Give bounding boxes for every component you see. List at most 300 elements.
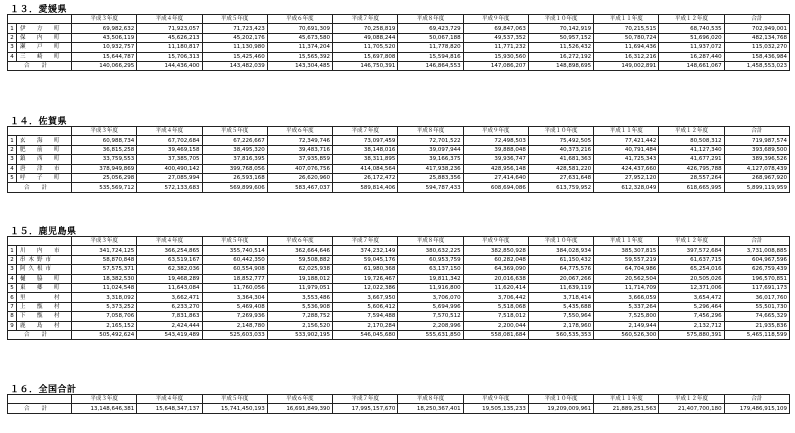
- value-cell: 4,127,078,439: [724, 164, 789, 173]
- value-cell: 3,706,070: [398, 293, 463, 302]
- column-header: 平成７年度: [333, 15, 398, 24]
- value-cell: 7,288,752: [267, 312, 332, 321]
- header-row: [8, 15, 790, 24]
- row-index: 5: [8, 283, 17, 292]
- total-value-cell: 144,436,400: [137, 61, 202, 70]
- total-value-cell: 612,328,049: [594, 183, 659, 192]
- value-cell: 19,811,342: [398, 274, 463, 283]
- value-cell: 11,180,817: [137, 43, 202, 52]
- value-cell: 5,337,264: [594, 302, 659, 311]
- column-header: 平成１２年度: [659, 127, 724, 136]
- value-cell: 61,980,368: [333, 265, 398, 274]
- total-value-cell: 560,526,300: [594, 330, 659, 339]
- value-cell: 57,575,371: [72, 265, 137, 274]
- table-row: [8, 255, 790, 264]
- value-cell: 16,312,216: [594, 52, 659, 61]
- value-cell: 27,085,994: [137, 173, 202, 182]
- value-cell: 428,956,148: [463, 164, 528, 173]
- column-header: 平成６年度: [267, 237, 332, 246]
- value-cell: 378,949,869: [72, 164, 137, 173]
- row-index: 5: [8, 173, 17, 182]
- section-title-ehime: １３．愛媛県: [10, 5, 68, 15]
- total-value-cell: 146,750,391: [333, 61, 398, 70]
- value-cell: 40,791,484: [594, 145, 659, 154]
- value-cell: 414,084,564: [333, 164, 398, 173]
- value-cell: 61,150,432: [528, 255, 593, 264]
- value-cell: 382,850,928: [463, 246, 528, 255]
- column-header: 平成８年度: [398, 15, 463, 24]
- value-cell: 604,967,596: [724, 255, 789, 264]
- total-value-cell: 143,482,039: [202, 61, 267, 70]
- total-value-cell: 535,569,712: [72, 183, 137, 192]
- value-cell: 374,232,149: [333, 246, 398, 255]
- column-header: 平成５年度: [202, 15, 267, 24]
- column-header: 平成１１年度: [594, 127, 659, 136]
- total-value-cell: 147,086,207: [463, 61, 528, 70]
- value-cell: 43,506,119: [72, 33, 137, 42]
- value-cell: 3,318,092: [72, 293, 137, 302]
- column-header: 平成９年度: [463, 15, 528, 24]
- value-cell: 27,631,648: [528, 173, 593, 182]
- value-cell: 428,581,220: [528, 164, 593, 173]
- municipality-name: 樋 脇 町: [17, 274, 72, 283]
- value-cell: 117,691,173: [724, 283, 789, 292]
- value-cell: 268,967,920: [724, 173, 789, 182]
- value-cell: 45,626,213: [137, 33, 202, 42]
- value-cell: 400,490,142: [137, 164, 202, 173]
- column-header: 平成３年度: [72, 395, 137, 404]
- value-cell: 11,620,414: [463, 283, 528, 292]
- value-cell: 7,550,964: [528, 312, 593, 321]
- value-cell: 63,137,150: [398, 265, 463, 274]
- total-value-cell: 18,250,367,401: [398, 404, 463, 413]
- value-cell: 36,815,258: [72, 145, 137, 154]
- municipality-name: 伊 方 町: [17, 24, 72, 33]
- total-value-cell: 533,902,195: [267, 330, 332, 339]
- value-cell: 25,883,356: [398, 173, 463, 182]
- value-cell: 25,056,298: [72, 173, 137, 182]
- value-cell: 69,423,729: [398, 24, 463, 33]
- value-cell: 19,188,012: [267, 274, 332, 283]
- table-row: [8, 33, 790, 42]
- municipality-name: 三 崎 町: [17, 52, 72, 61]
- value-cell: 16,272,192: [528, 52, 593, 61]
- column-header: 平成４年度: [137, 237, 202, 246]
- value-cell: 70,258,819: [333, 24, 398, 33]
- value-cell: 60,442,350: [202, 255, 267, 264]
- total-value-cell: 179,486,915,109: [724, 404, 789, 413]
- total-value-cell: 608,694,086: [463, 183, 528, 192]
- value-cell: 60,988,734: [72, 136, 137, 145]
- value-cell: 2,424,444: [137, 321, 202, 330]
- table-row: [8, 265, 790, 274]
- total-value-cell: 575,880,391: [659, 330, 724, 339]
- column-header: 平成１１年度: [594, 237, 659, 246]
- municipality-name: 肥 前 町: [17, 145, 72, 154]
- value-cell: 380,632,225: [398, 246, 463, 255]
- value-cell: 15,706,313: [137, 52, 202, 61]
- total-value-cell: 15,648,347,137: [137, 404, 202, 413]
- column-header: 平成１２年度: [659, 237, 724, 246]
- value-cell: 28,557,264: [659, 173, 724, 182]
- value-cell: 49,537,352: [463, 33, 528, 42]
- municipality-name: 東 郷 町: [17, 283, 72, 292]
- column-header: 合計: [724, 127, 789, 136]
- table-row: [8, 321, 790, 330]
- value-cell: 11,705,520: [333, 43, 398, 52]
- value-cell: 2,156,520: [267, 321, 332, 330]
- column-header: 平成８年度: [398, 237, 463, 246]
- value-cell: 38,495,320: [202, 145, 267, 154]
- column-header: 平成７年度: [333, 237, 398, 246]
- value-cell: 626,759,439: [724, 265, 789, 274]
- value-cell: 40,373,216: [528, 145, 593, 154]
- column-header: 合計: [724, 237, 789, 246]
- value-cell: 26,620,960: [267, 173, 332, 182]
- value-cell: 407,076,756: [267, 164, 332, 173]
- table-national-total: [7, 394, 790, 414]
- column-header: 平成１０年度: [528, 237, 593, 246]
- municipality-name: 上 甑 村: [17, 302, 72, 311]
- value-cell: 5,435,688: [528, 302, 593, 311]
- table-row: [8, 274, 790, 283]
- value-cell: 196,570,851: [724, 274, 789, 283]
- value-cell: 60,554,908: [202, 265, 267, 274]
- value-cell: 397,572,684: [659, 246, 724, 255]
- value-cell: 366,254,865: [137, 246, 202, 255]
- row-index: 1: [8, 136, 17, 145]
- value-cell: 3,654,472: [659, 293, 724, 302]
- value-cell: 6,233,270: [137, 302, 202, 311]
- column-header: 平成１０年度: [528, 395, 593, 404]
- municipality-name: 唐 津 市: [17, 164, 72, 173]
- value-cell: 26,593,168: [202, 173, 267, 182]
- column-header: 合計: [724, 395, 789, 404]
- column-header: 平成７年度: [333, 395, 398, 404]
- total-value-cell: 148,661,067: [659, 61, 724, 70]
- total-value-cell: 143,304,485: [267, 61, 332, 70]
- value-cell: 39,936,747: [463, 155, 528, 164]
- value-cell: 74,665,329: [724, 312, 789, 321]
- column-header: 平成６年度: [267, 395, 332, 404]
- value-cell: 5,536,908: [267, 302, 332, 311]
- total-value-cell: 555,631,850: [398, 330, 463, 339]
- value-cell: 67,226,667: [202, 136, 267, 145]
- value-cell: 58,870,848: [72, 255, 137, 264]
- table-row: [8, 293, 790, 302]
- value-cell: 64,704,986: [594, 265, 659, 274]
- value-cell: 3,731,008,885: [724, 246, 789, 255]
- table-row: [8, 246, 790, 255]
- row-index: 2: [8, 145, 17, 154]
- table-row: [8, 164, 790, 173]
- value-cell: 33,759,553: [72, 155, 137, 164]
- row-index: 2: [8, 255, 17, 264]
- value-cell: 115,032,270: [724, 43, 789, 52]
- value-cell: 77,421,442: [594, 136, 659, 145]
- total-value-cell: 546,045,680: [333, 330, 398, 339]
- value-cell: 11,937,072: [659, 43, 724, 52]
- total-value-cell: 618,665,995: [659, 183, 724, 192]
- column-header: 平成１０年度: [528, 127, 593, 136]
- total-value-cell: 16,691,849,390: [267, 404, 332, 413]
- value-cell: 2,148,780: [202, 321, 267, 330]
- column-header: 平成６年度: [267, 127, 332, 136]
- table-row: [8, 283, 790, 292]
- value-cell: 2,149,944: [594, 321, 659, 330]
- value-cell: 7,570,512: [398, 312, 463, 321]
- value-cell: 5,694,996: [398, 302, 463, 311]
- value-cell: 19,468,289: [137, 274, 202, 283]
- value-cell: 5,469,408: [202, 302, 267, 311]
- value-cell: 62,382,036: [137, 265, 202, 274]
- value-cell: 68,740,535: [659, 24, 724, 33]
- value-cell: 3,718,414: [528, 293, 593, 302]
- header-row: [8, 127, 790, 136]
- value-cell: 20,016,638: [463, 274, 528, 283]
- value-cell: 3,706,442: [463, 293, 528, 302]
- row-index: 1: [8, 24, 17, 33]
- column-header: 平成１２年度: [659, 15, 724, 24]
- value-cell: 19,726,467: [333, 274, 398, 283]
- column-header: 平成５年度: [202, 127, 267, 136]
- table-saga: [7, 126, 790, 193]
- municipality-name: 呼 子 町: [17, 173, 72, 182]
- value-cell: 50,957,152: [528, 33, 593, 42]
- value-cell: 41,127,340: [659, 145, 724, 154]
- value-cell: 39,483,716: [267, 145, 332, 154]
- value-cell: 60,282,048: [463, 255, 528, 264]
- value-cell: 7,058,706: [72, 312, 137, 321]
- value-cell: 37,816,395: [202, 155, 267, 164]
- total-value-cell: 543,419,489: [137, 330, 202, 339]
- total-row: [8, 183, 790, 192]
- row-index: 3: [8, 155, 17, 164]
- value-cell: 41,725,343: [594, 155, 659, 164]
- value-cell: 20,505,026: [659, 274, 724, 283]
- value-cell: 69,982,632: [72, 24, 137, 33]
- value-cell: 424,437,660: [594, 164, 659, 173]
- total-value-cell: 15,741,450,193: [202, 404, 267, 413]
- column-header: 平成３年度: [72, 15, 137, 24]
- value-cell: 55,501,730: [724, 302, 789, 311]
- value-cell: 41,681,363: [528, 155, 593, 164]
- value-cell: 62,025,938: [267, 265, 332, 274]
- value-cell: 11,760,056: [202, 283, 267, 292]
- value-cell: 37,385,705: [137, 155, 202, 164]
- municipality-name: 鎮 西 町: [17, 155, 72, 164]
- value-cell: 385,307,815: [594, 246, 659, 255]
- column-header: 平成５年度: [202, 237, 267, 246]
- value-cell: 38,311,895: [333, 155, 398, 164]
- total-value-cell: 525,603,033: [202, 330, 267, 339]
- value-cell: 3,553,486: [267, 293, 332, 302]
- value-cell: 64,369,090: [463, 265, 528, 274]
- value-cell: 362,664,646: [267, 246, 332, 255]
- total-value-cell: 560,535,353: [528, 330, 593, 339]
- total-label: 合計: [8, 404, 72, 413]
- value-cell: 37,935,859: [267, 155, 332, 164]
- column-header: 平成９年度: [463, 127, 528, 136]
- value-cell: 5,518,068: [463, 302, 528, 311]
- value-cell: 15,930,560: [463, 52, 528, 61]
- value-cell: 16,287,440: [659, 52, 724, 61]
- value-cell: 21,935,836: [724, 321, 789, 330]
- value-cell: 73,097,459: [333, 136, 398, 145]
- table-row: [8, 43, 790, 52]
- total-value-cell: 589,814,406: [333, 183, 398, 192]
- table-row: [8, 302, 790, 311]
- total-value-cell: 505,492,624: [72, 330, 137, 339]
- total-value-cell: 19,209,009,961: [528, 404, 593, 413]
- header-row: [8, 395, 790, 404]
- total-value-cell: 148,898,695: [528, 61, 593, 70]
- municipality-name: 瀬 戸 町: [17, 43, 72, 52]
- value-cell: 11,024,548: [72, 283, 137, 292]
- total-row: [8, 61, 790, 70]
- row-index: 9: [8, 321, 17, 330]
- total-value-cell: 594,787,433: [398, 183, 463, 192]
- value-cell: 15,565,392: [267, 52, 332, 61]
- municipality-name: 下 甑 村: [17, 312, 72, 321]
- value-cell: 50,780,724: [594, 33, 659, 42]
- value-cell: 7,269,936: [202, 312, 267, 321]
- row-index: 4: [8, 164, 17, 173]
- value-cell: 71,923,057: [137, 24, 202, 33]
- value-cell: 426,795,788: [659, 164, 724, 173]
- value-cell: 5,373,252: [72, 302, 137, 311]
- table-kagoshima: [7, 236, 790, 340]
- value-cell: 27,414,640: [463, 173, 528, 182]
- total-value-cell: 583,467,037: [267, 183, 332, 192]
- value-cell: 80,508,312: [659, 136, 724, 145]
- value-cell: 11,694,436: [594, 43, 659, 52]
- value-cell: 11,526,432: [528, 43, 593, 52]
- row-index: 8: [8, 312, 17, 321]
- table-row: [8, 312, 790, 321]
- value-cell: 71,723,423: [202, 24, 267, 33]
- value-cell: 67,702,684: [137, 136, 202, 145]
- column-header: 平成１０年度: [528, 15, 593, 24]
- total-value-cell: 558,081,684: [463, 330, 528, 339]
- total-value-cell: 146,864,553: [398, 61, 463, 70]
- total-value-cell: 149,002,891: [594, 61, 659, 70]
- section-title-saga: １４．佐賀県: [10, 117, 68, 127]
- total-label: 合計: [8, 330, 72, 339]
- value-cell: 39,097,944: [398, 145, 463, 154]
- value-cell: 11,979,051: [267, 283, 332, 292]
- total-label: 合計: [8, 183, 72, 192]
- total-value-cell: 5,899,119,959: [724, 183, 789, 192]
- municipality-name: 保 内 町: [17, 33, 72, 42]
- value-cell: 393,689,500: [724, 145, 789, 154]
- total-value-cell: 5,465,118,599: [724, 330, 789, 339]
- value-cell: 5,296,464: [659, 302, 724, 311]
- value-cell: 15,594,816: [398, 52, 463, 61]
- value-cell: 482,134,768: [724, 33, 789, 42]
- value-cell: 18,382,530: [72, 274, 137, 283]
- value-cell: 384,028,934: [528, 246, 593, 255]
- value-cell: 12,022,386: [333, 283, 398, 292]
- municipality-name: 川 内 市: [17, 246, 72, 255]
- value-cell: 38,148,016: [333, 145, 398, 154]
- value-cell: 7,831,863: [137, 312, 202, 321]
- row-index: 4: [8, 274, 17, 283]
- value-cell: 2,132,712: [659, 321, 724, 330]
- value-cell: 65,254,016: [659, 265, 724, 274]
- value-cell: 2,165,152: [72, 321, 137, 330]
- municipality-name: 阿久根市: [17, 265, 72, 274]
- total-row: [8, 404, 790, 413]
- value-cell: 59,045,176: [333, 255, 398, 264]
- total-label: 合計: [8, 61, 72, 70]
- value-cell: 45,673,580: [267, 33, 332, 42]
- value-cell: 341,724,125: [72, 246, 137, 255]
- value-cell: 27,952,120: [594, 173, 659, 182]
- header-blank-cell: [8, 15, 72, 24]
- total-value-cell: 19,505,135,233: [463, 404, 528, 413]
- column-header: 平成１２年度: [659, 395, 724, 404]
- value-cell: 10,932,757: [72, 43, 137, 52]
- value-cell: 26,172,472: [333, 173, 398, 182]
- total-value-cell: 1,458,553,023: [724, 61, 789, 70]
- value-cell: 45,202,176: [202, 33, 267, 42]
- row-index: 6: [8, 293, 17, 302]
- value-cell: 7,456,296: [659, 312, 724, 321]
- value-cell: 5,606,412: [333, 302, 398, 311]
- table-row: [8, 52, 790, 61]
- value-cell: 11,130,980: [202, 43, 267, 52]
- column-header: 平成４年度: [137, 395, 202, 404]
- value-cell: 50,067,188: [398, 33, 463, 42]
- value-cell: 75,492,505: [528, 136, 593, 145]
- value-cell: 7,525,800: [594, 312, 659, 321]
- column-header: 平成１１年度: [594, 15, 659, 24]
- value-cell: 69,847,063: [463, 24, 528, 33]
- column-header: 合計: [724, 15, 789, 24]
- value-cell: 39,166,375: [398, 155, 463, 164]
- value-cell: 39,888,048: [463, 145, 528, 154]
- value-cell: 11,714,709: [594, 283, 659, 292]
- header-blank-cell: [8, 395, 72, 404]
- value-cell: 20,562,504: [594, 274, 659, 283]
- column-header: 平成１１年度: [594, 395, 659, 404]
- value-cell: 59,508,882: [267, 255, 332, 264]
- value-cell: 702,949,001: [724, 24, 789, 33]
- value-cell: 3,667,950: [333, 293, 398, 302]
- column-header: 平成８年度: [398, 395, 463, 404]
- value-cell: 399,768,056: [202, 164, 267, 173]
- total-row: [8, 330, 790, 339]
- row-index: 1: [8, 246, 17, 255]
- value-cell: 70,142,919: [528, 24, 593, 33]
- value-cell: 63,519,167: [137, 255, 202, 264]
- row-index: 7: [8, 302, 17, 311]
- value-cell: 2,170,284: [333, 321, 398, 330]
- row-index: 4: [8, 52, 17, 61]
- value-cell: 2,208,996: [398, 321, 463, 330]
- column-header: 平成８年度: [398, 127, 463, 136]
- value-cell: 39,469,158: [137, 145, 202, 154]
- section-title-kagoshima: １５．鹿児島県: [10, 227, 77, 237]
- value-cell: 11,639,119: [528, 283, 593, 292]
- column-header: 平成９年度: [463, 237, 528, 246]
- value-cell: 70,215,515: [594, 24, 659, 33]
- value-cell: 64,775,576: [528, 265, 593, 274]
- municipality-name: 串木野市: [17, 255, 72, 264]
- row-index: 3: [8, 265, 17, 274]
- total-value-cell: 13,148,646,381: [72, 404, 137, 413]
